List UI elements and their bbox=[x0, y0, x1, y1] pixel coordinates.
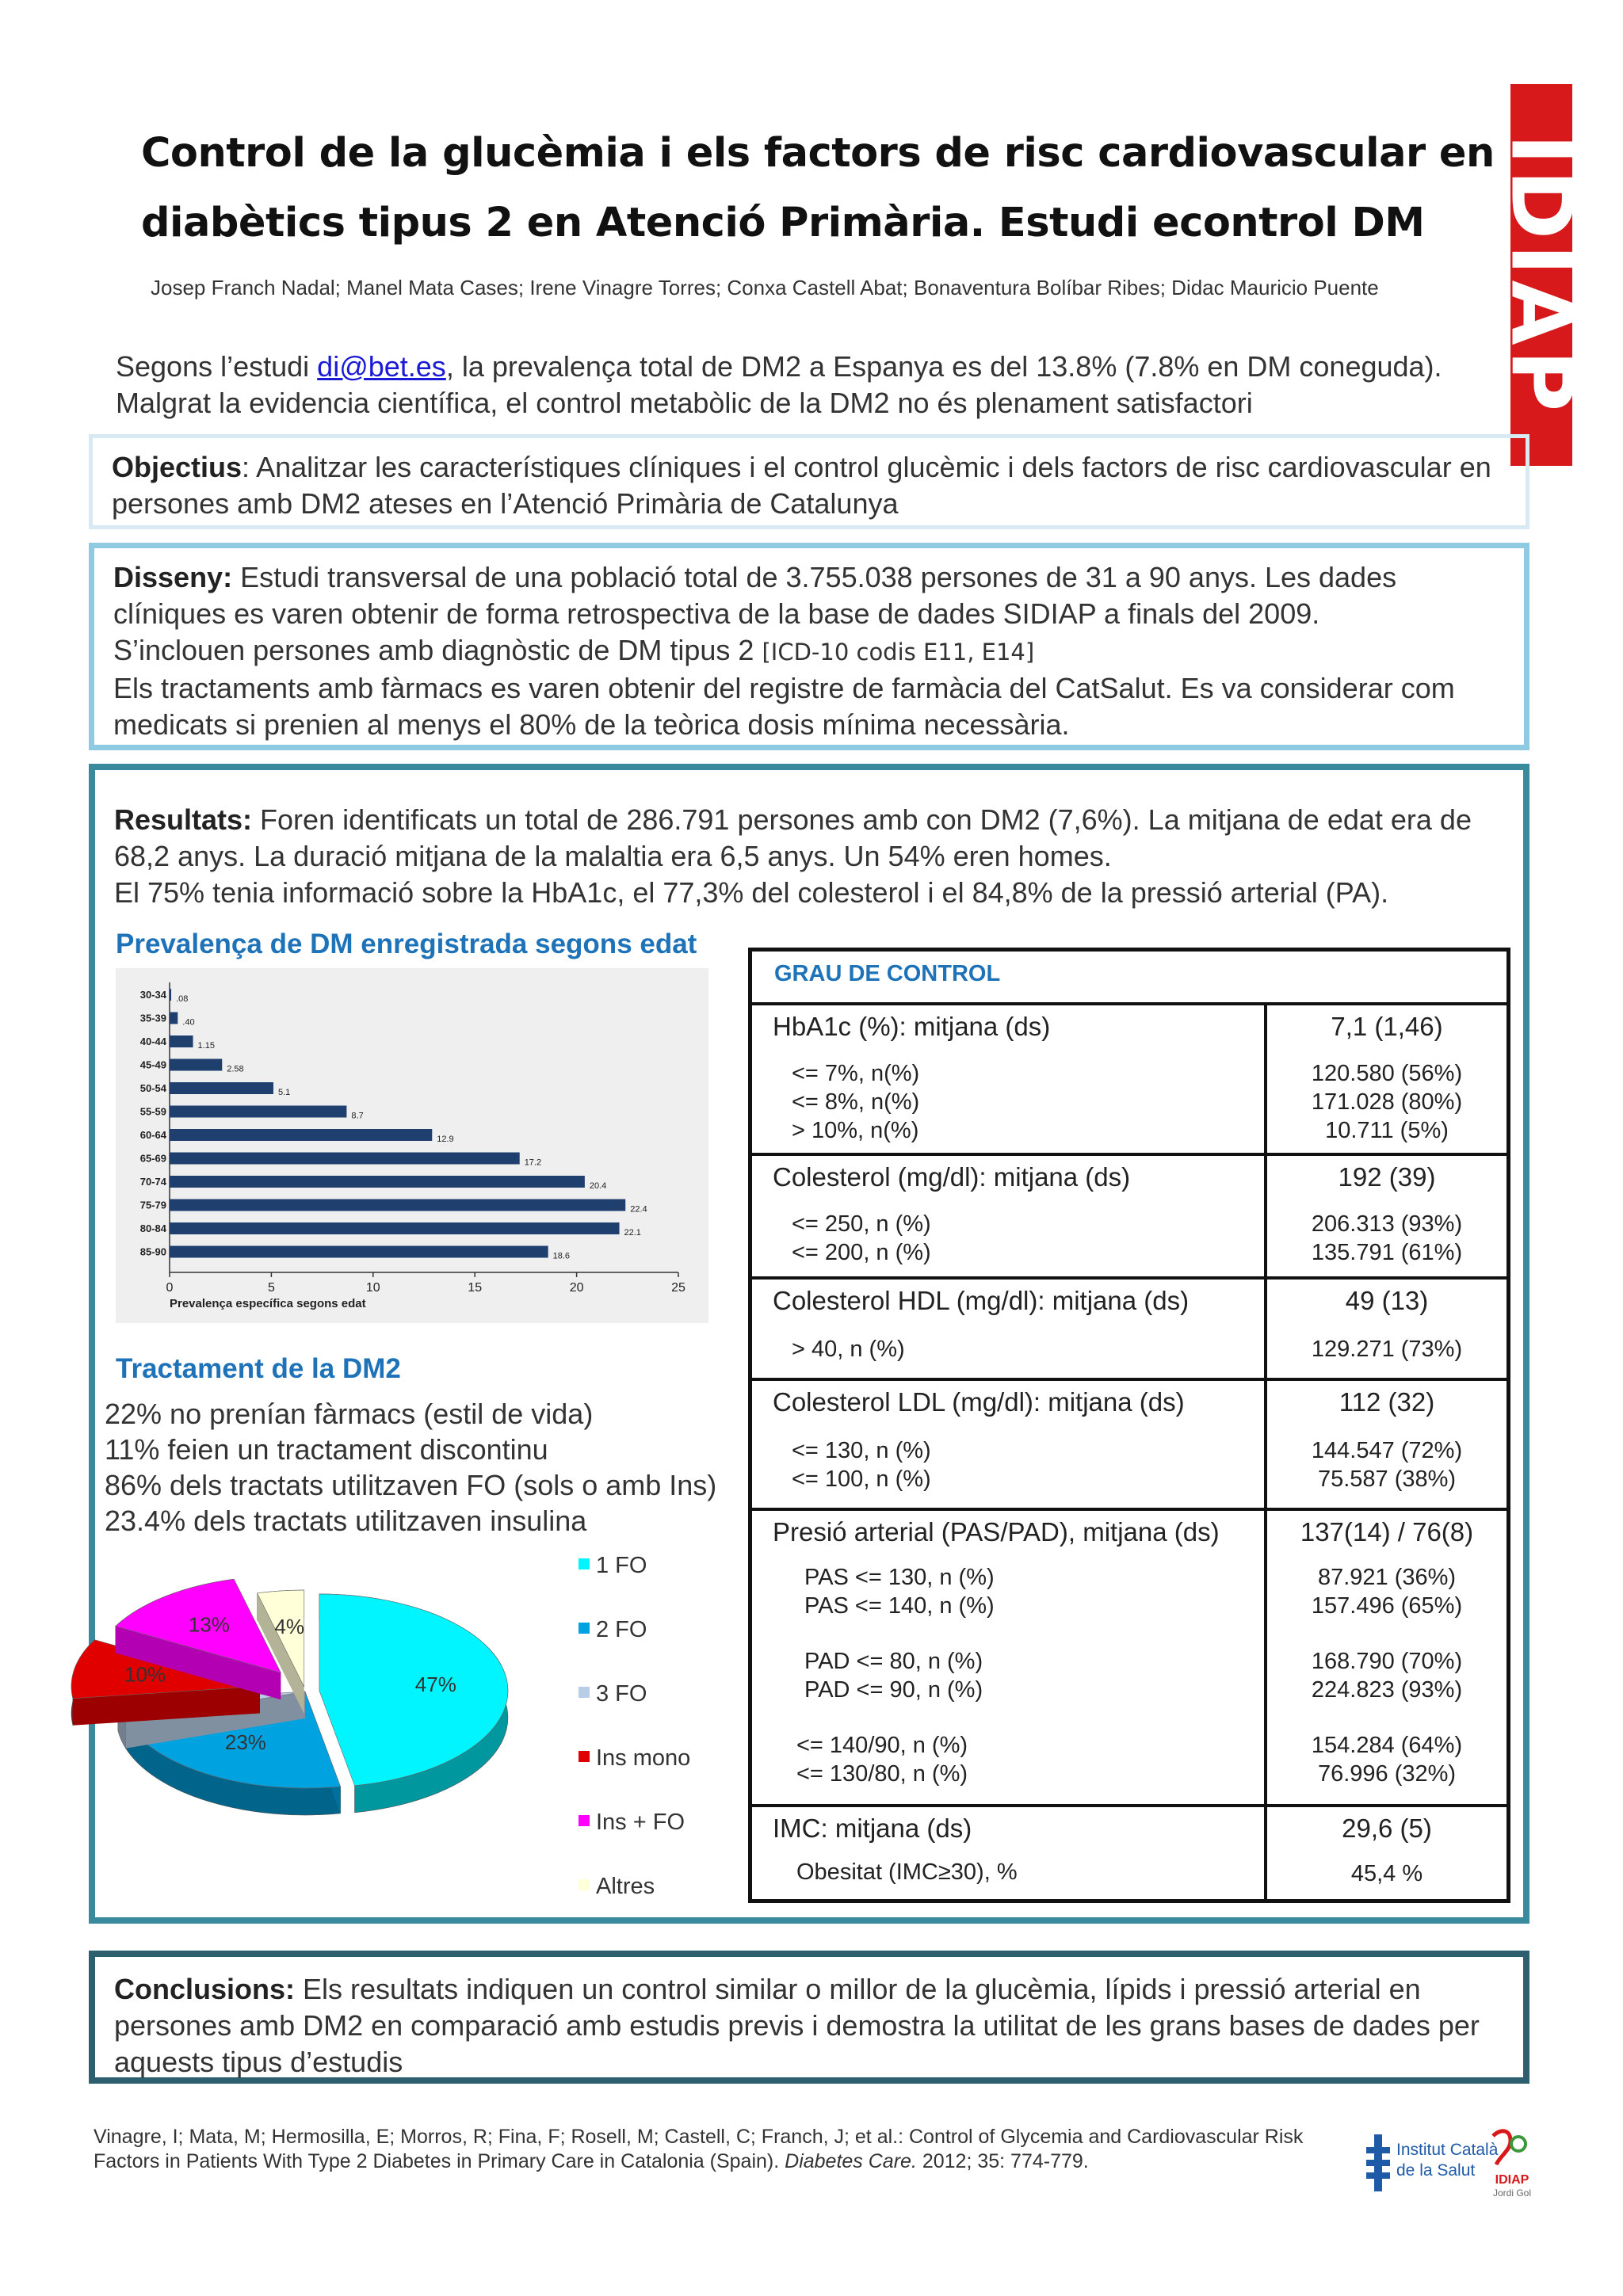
idiap-logo-sub: Jordi Gol bbox=[1492, 2187, 1532, 2199]
blood-pressure-row-label: <= 140/90, n (%) bbox=[796, 1733, 968, 1758]
blood-pressure-row-value: 224.823 (93%) bbox=[1311, 1677, 1463, 1703]
treatment-line: 23.4% dels tractats utilitzaven insulina bbox=[105, 1505, 587, 1537]
blood-pressure-row-label: PAD <= 90, n (%) bbox=[804, 1677, 983, 1703]
legend-swatch bbox=[579, 1687, 590, 1698]
bar-value-label: 1.15 bbox=[197, 1041, 215, 1051]
pie-legend-item bbox=[579, 1745, 690, 1772]
page-title bbox=[141, 119, 1536, 258]
ldl-row-value: 75.587 (38%) bbox=[1317, 1466, 1457, 1492]
legend-swatch bbox=[579, 1815, 590, 1826]
ldl-label: Colesterol LDL (mg/dl): mitjana (ds) bbox=[773, 1387, 1185, 1417]
hba1c-section bbox=[752, 1002, 1507, 1153]
x-tick-label: 15 bbox=[468, 1281, 483, 1295]
legend-swatch bbox=[579, 1879, 590, 1890]
design-text-1: Estudi transversal de una població total de 3.755.038 persones de 31 a 90 anys. Les dades clíniques es varen obtenir de forma retrospectiva de la base de dades SIDIAP a finals del 2009. bbox=[113, 561, 1397, 630]
conclusions-text: Els resultats indiquen un control similar o millor de la glucèmia, lípids i pressió arterial en persones amb DM2 en comparació amb estudis previs i demostra la utilitat de les grans bases de dades per aquests tipus d’estudis bbox=[114, 1973, 1480, 2078]
cholesterol-row-label: <= 250, n (%) bbox=[792, 1211, 931, 1237]
x-tick-label: 5 bbox=[267, 1281, 275, 1295]
treatment-lines bbox=[105, 1396, 754, 1539]
bar-value-label: 18.6 bbox=[552, 1251, 571, 1261]
hdl-section bbox=[752, 1276, 1507, 1378]
legend-label: Altres bbox=[596, 1874, 655, 1899]
bar-category-label: 75-79 bbox=[139, 1199, 166, 1211]
bar-65-69 bbox=[170, 1153, 520, 1165]
cholesterol-section bbox=[752, 1153, 1507, 1276]
blood-pressure-row-label: PAS <= 130, n (%) bbox=[804, 1565, 995, 1590]
cholesterol-label: Colesterol (mg/dl): mitjana (ds) bbox=[773, 1162, 1131, 1192]
bar-60-64 bbox=[170, 1129, 432, 1141]
hba1c-value: 7,1 (1,46) bbox=[1331, 1012, 1443, 1041]
bar-35-39 bbox=[170, 1013, 178, 1024]
blood-pressure-row-value: 76.996 (32%) bbox=[1317, 1761, 1457, 1787]
pie-value-label: 47% bbox=[414, 1672, 456, 1696]
legend-swatch bbox=[579, 1558, 590, 1569]
hdl-value: 49 (13) bbox=[1345, 1286, 1429, 1315]
bmi-value: 29,6 (5) bbox=[1342, 1814, 1432, 1843]
treatment-line: 22% no prenían fàrmacs (estil de vida) bbox=[105, 1398, 594, 1430]
intro bbox=[116, 349, 1526, 421]
results-text-1: Foren identificats un total de 286.791 persones amb con DM2 (7,6%). La mitjana de edat era de 68,2 anys. La duració mitjana de la malaltia era 6,5 anys. Un 54% eren homes. bbox=[114, 803, 1472, 872]
bar-category-label: 70-74 bbox=[139, 1176, 166, 1188]
design-box bbox=[89, 543, 1529, 750]
bar-value-label: 22.4 bbox=[630, 1204, 647, 1215]
bar-45-49 bbox=[170, 1059, 222, 1071]
hba1c-row-value: 120.580 (56%) bbox=[1311, 1061, 1463, 1086]
cholesterol-value: 192 (39) bbox=[1338, 1162, 1436, 1192]
ics-logo-line-2: de la Salut bbox=[1396, 2161, 1476, 2180]
bmi-row-label: Obesitat (IMC≥30), % bbox=[796, 1859, 1018, 1885]
intro-text-post: , la prevalença total de DM2 a Espanya es del 13.8% (7.8% en DM coneguda). bbox=[445, 350, 1442, 383]
idiap-logo-name: IDIAP bbox=[1495, 2173, 1529, 2187]
reference-text-end: 2012; 35: 774-779. bbox=[916, 2150, 1089, 2172]
reference-journal: Diabetes Care. bbox=[785, 2150, 917, 2172]
hba1c-label: HbA1c (%): mitjana (ds) bbox=[773, 1012, 1051, 1041]
x-tick-label: 25 bbox=[671, 1281, 685, 1295]
bar-category-label: 40-44 bbox=[139, 1035, 166, 1047]
bar-55-59 bbox=[170, 1106, 346, 1118]
pie-legend-item bbox=[579, 1874, 655, 1900]
blood-pressure-row-value: 157.496 (65%) bbox=[1311, 1593, 1463, 1619]
intro-text-pre: Segons l’estudi bbox=[116, 350, 318, 383]
bar-80-84 bbox=[170, 1222, 620, 1234]
ldl-row-value: 144.547 (72%) bbox=[1311, 1438, 1463, 1463]
blood-pressure-row-label: PAD <= 80, n (%) bbox=[804, 1649, 983, 1674]
idiap-swirl-icon bbox=[1493, 2131, 1510, 2164]
legend-label: 3 FO bbox=[596, 1681, 647, 1707]
pie-legend-item bbox=[579, 1617, 647, 1643]
pie-legend-item bbox=[579, 1681, 647, 1707]
hba1c-row-label: <= 8%, n(%) bbox=[792, 1089, 920, 1115]
legend-label: Ins mono bbox=[596, 1745, 691, 1771]
hba1c-row-label: <= 7%, n(%) bbox=[792, 1061, 920, 1086]
hdl-row-value: 129.271 (73%) bbox=[1311, 1337, 1463, 1362]
x-axis-label: Prevalença específica segons edat bbox=[170, 1297, 366, 1310]
bar-category-label: 55-59 bbox=[139, 1105, 166, 1118]
legend-swatch bbox=[579, 1623, 590, 1634]
blood-pressure-row-value: 154.284 (64%) bbox=[1311, 1733, 1463, 1758]
bar-value-label: 20.4 bbox=[589, 1181, 607, 1191]
results-text-2: El 75% tenia informació sobre la HbA1c, el 77,3% del colesterol i el 84,8% de la pressió arterial (PA). bbox=[114, 876, 1389, 909]
x-tick-label: 0 bbox=[166, 1281, 174, 1295]
bmi-section bbox=[752, 1804, 1507, 1902]
pie-value-label: 23% bbox=[224, 1730, 266, 1755]
blood-pressure-row-value: 168.790 (70%) bbox=[1311, 1649, 1463, 1674]
hdl-label: Colesterol HDL (mg/dl): mitjana (ds) bbox=[773, 1286, 1190, 1315]
design-codes: [ICD-10 codis E11, E14] bbox=[762, 639, 1035, 666]
prevalence-bar-chart bbox=[116, 968, 708, 1323]
bar-category-label: 65-69 bbox=[139, 1152, 166, 1165]
bar-50-54 bbox=[170, 1082, 273, 1094]
intro-line-2: Malgrat la evidencia científica, el control metabòlic de la DM2 no és plenament satisfactori bbox=[116, 387, 1253, 419]
conclusions-label: Conclusions: bbox=[114, 1973, 296, 2005]
bar-category-label: 80-84 bbox=[139, 1222, 166, 1234]
bar-40-44 bbox=[170, 1035, 193, 1047]
hba1c-row-label: > 10%, n(%) bbox=[792, 1118, 919, 1143]
control-table bbox=[748, 948, 1510, 1903]
bar-70-74 bbox=[170, 1176, 585, 1188]
ics-cross-icon bbox=[1366, 2134, 1390, 2191]
objectives-label: Objectius bbox=[112, 451, 242, 483]
reference-text: Vinagre, I; Mata, M; Hermosilla, E; Morros, R; Fina, F; Rosell, M; Castell, C; Franch, J; et al.: Control of Glycemia and Cardiovascular Risk Factors in Patients With Type 2 Diabetes in Primary Care in Catalonia (Spain). bbox=[94, 2126, 1304, 2172]
idiap-circle-icon bbox=[1511, 2137, 1526, 2151]
bar-85-90 bbox=[170, 1246, 548, 1258]
bar-value-label: 17.2 bbox=[524, 1158, 542, 1168]
design-text-3: Els tractaments amb fàrmacs es varen obtenir del registre de farmàcia del CatSalut. Es va considerar com medicats si prenien al menys el 80% de la teòrica dosis mínima necessària. bbox=[113, 672, 1455, 741]
treatment-pie-chart bbox=[95, 1553, 586, 1838]
bmi-row-value: 45,4 % bbox=[1350, 1861, 1423, 1886]
objectives-text: : Analitzar les característiques clíniques i el control glucèmic i dels factors de risc cardiovascular en persones amb DM2 ateses en l’Atenció Primària de Catalunya bbox=[112, 451, 1491, 520]
blood-pressure-row-value: 87.921 (36%) bbox=[1317, 1565, 1457, 1590]
blood-pressure-section bbox=[752, 1508, 1507, 1804]
authors: Josep Franch Nadal; Manel Mata Cases; Irene Vinagre Torres; Conxa Castell Abat; Bonaventura Bolíbar Ribes; Didac Mauricio Puente bbox=[151, 276, 1379, 299]
bar-category-label: 35-39 bbox=[139, 1012, 166, 1024]
design-text-2: S’inclouen persones amb diagnòstic de DM tipus 2 bbox=[113, 634, 762, 666]
bar-value-label: .08 bbox=[176, 994, 189, 1004]
legend-swatch bbox=[579, 1751, 590, 1762]
ics-logo bbox=[1363, 2130, 1499, 2195]
treatment-line: 86% dels tractats utilitzaven FO (sols o amb Ins) bbox=[105, 1469, 717, 1501]
hdl-row-label: > 40, n (%) bbox=[792, 1337, 905, 1362]
bar-value-label: 22.1 bbox=[624, 1228, 641, 1238]
pie-legend-item bbox=[579, 1553, 647, 1579]
idiap-jordi-gol-logo bbox=[1487, 2126, 1537, 2203]
legend-label: 1 FO bbox=[596, 1553, 647, 1578]
legend-label: 2 FO bbox=[596, 1617, 647, 1642]
bar-category-label: 30-34 bbox=[139, 989, 166, 1001]
bar-value-label: 8.7 bbox=[351, 1111, 364, 1121]
cholesterol-row-value: 135.791 (61%) bbox=[1311, 1240, 1463, 1265]
objectives-box bbox=[89, 434, 1529, 529]
design-label: Disseny: bbox=[113, 561, 233, 593]
title-line-2: diabètics tipus 2 en Atenció Primària. Estudi econtrol DM bbox=[141, 200, 1425, 246]
bar-category-label: 60-64 bbox=[139, 1129, 166, 1141]
cholesterol-row-label: <= 200, n (%) bbox=[792, 1240, 931, 1265]
blood-pressure-row-label: <= 130/80, n (%) bbox=[796, 1761, 968, 1787]
pie-value-label: 4% bbox=[274, 1615, 305, 1639]
blood-pressure-row-label: PAS <= 140, n (%) bbox=[804, 1593, 995, 1619]
bar-chart-background bbox=[116, 968, 708, 1323]
blood-pressure-label: Presió arterial (PAS/PAD), mitjana (ds) bbox=[773, 1517, 1220, 1547]
dibetes-link[interactable]: di@bet.es bbox=[317, 350, 446, 383]
x-tick-label: 20 bbox=[569, 1281, 584, 1295]
bar-value-label: 12.9 bbox=[437, 1135, 454, 1144]
legend-label: Ins + FO bbox=[596, 1810, 685, 1835]
ldl-value: 112 (32) bbox=[1338, 1387, 1435, 1417]
pie-value-label: 10% bbox=[124, 1662, 166, 1687]
bar-chart-title: Prevalença de DM enregistrada segons edat bbox=[116, 929, 697, 959]
hba1c-row-value: 171.028 (80%) bbox=[1311, 1089, 1463, 1115]
conclusions-box bbox=[89, 1951, 1529, 2084]
ldl-row-label: <= 100, n (%) bbox=[792, 1466, 931, 1492]
ldl-section bbox=[752, 1378, 1507, 1508]
blood-pressure-value: 137(14) / 76(8) bbox=[1300, 1517, 1474, 1547]
bar-value-label: 2.58 bbox=[227, 1064, 244, 1074]
bar-30-34 bbox=[170, 989, 171, 1001]
treatment-title: Tractament de la DM2 bbox=[116, 1353, 401, 1384]
bar-75-79 bbox=[170, 1199, 625, 1211]
hba1c-row-value: 10.711 (5%) bbox=[1325, 1118, 1449, 1143]
bar-value-label: .40 bbox=[182, 1017, 195, 1028]
x-tick-label: 10 bbox=[365, 1281, 380, 1295]
cholesterol-row-value: 206.313 (93%) bbox=[1311, 1211, 1463, 1237]
pie-legend-item bbox=[579, 1810, 685, 1836]
bmi-label: IMC: mitjana (ds) bbox=[773, 1814, 972, 1843]
bar-category-label: 50-54 bbox=[139, 1082, 166, 1094]
ics-logo-line-1: Institut Català bbox=[1396, 2141, 1499, 2159]
title-line-1: Control de la glucèmia i els factors de risc cardiovascular en bbox=[141, 130, 1495, 177]
pie-value-label: 13% bbox=[188, 1612, 230, 1637]
treatment-line: 11% feien un tractament discontinu bbox=[105, 1433, 548, 1466]
results-label: Resultats: bbox=[114, 803, 253, 836]
bar-value-label: 5.1 bbox=[277, 1088, 291, 1097]
bar-category-label: 45-49 bbox=[139, 1058, 166, 1071]
idiap-banner-text: IDIAP bbox=[1492, 133, 1591, 417]
ldl-row-label: <= 130, n (%) bbox=[792, 1438, 931, 1463]
pie-slice-1-fo bbox=[319, 1594, 508, 1813]
bar-category-label: 85-90 bbox=[139, 1245, 166, 1258]
reference bbox=[94, 2125, 1330, 2174]
control-table-header: GRAU DE CONTROL bbox=[774, 961, 1001, 986]
